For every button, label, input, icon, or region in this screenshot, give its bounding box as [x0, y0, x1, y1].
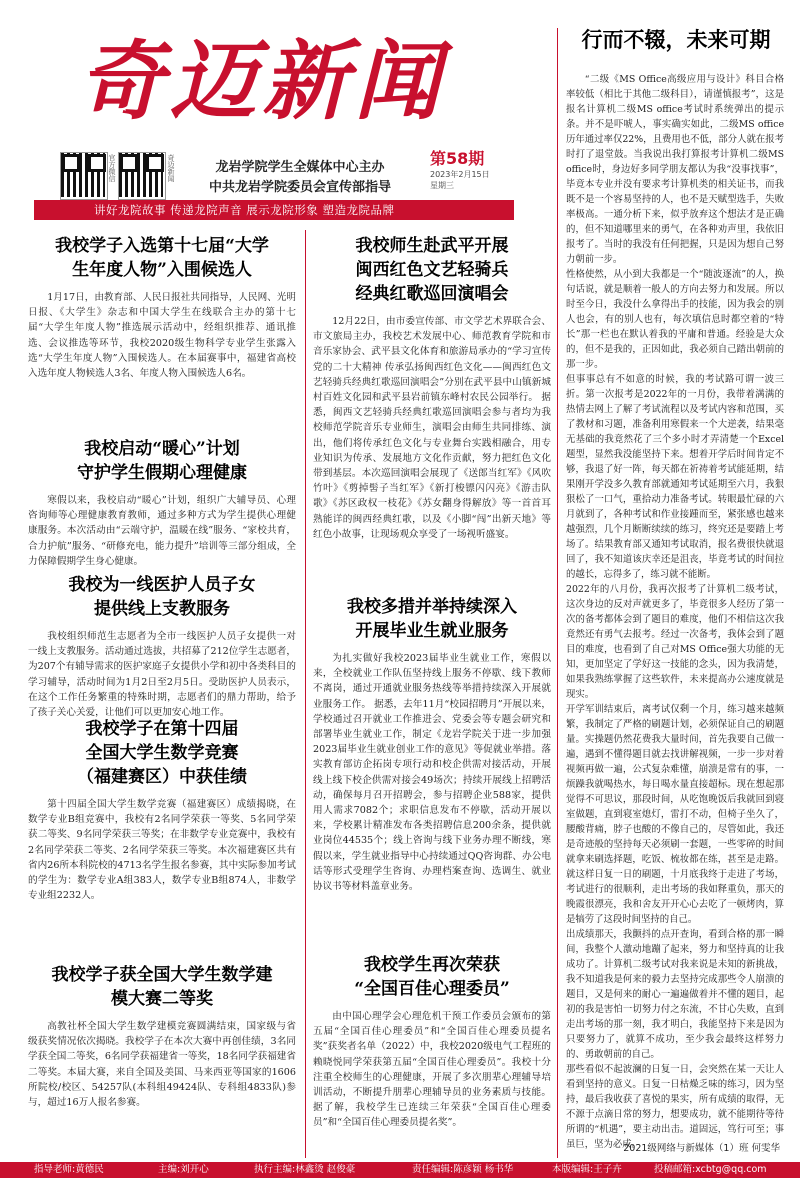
- footer-advisor: 指导老师:黄德民: [34, 1164, 104, 1175]
- host-line-2: 中共龙岩学院委员会宣传部指导: [208, 180, 391, 195]
- article-body: 由中国心理学会心理危机干预工作委员会颁布的第五届“全国百佳心理委员”和“全国百佳心理委员提名奖”获奖者名单（2022）中，我校2020级电气工程班的赖晓悦同学荣获第五届“全国百佳心理委员”。我校十分注重全校师生的心理健康，开展了多次朋辈心理辅导培训活动，不断提升朋辈心理辅导员的业务素质与技能。据了解，我校学生已连续三年荣获“全国百佳心理委员”和“全国百佳心理委员提名奖”。: [313, 1011, 551, 1129]
- article-body: 我校组织师范生志愿者为全市一线医护人员子女提供一对一线上支教服务。活动通过选拔，共招募了212位学生志愿者，为207个有辅导需求的医护家庭子女提供小学和初中各类科目的学习辅导，活动时间为1月2日至2月5日。受助医护人员表示，在这个工作任务繁重的特殊时期，志愿者们的鼎力帮助，给予了孩子关心关爱，让他们可以更加安心地工作。: [28, 631, 296, 719]
- footer-email[interactable]: 投稿邮箱:xcbtg@qq.com: [654, 1164, 767, 1175]
- article-headline: 我校多措并举持续深入 开展毕业生就业服务: [347, 597, 517, 641]
- footer-layout-editor: 本版编辑:王子卉: [552, 1164, 622, 1175]
- column-divider: [557, 28, 558, 1158]
- issue-number: 第58期: [430, 149, 485, 168]
- article-headline: 我校学子在第十四届 全国大学生数学竞赛 （福建赛区）中获佳绩: [77, 719, 247, 787]
- slogan-bar: 讲好龙院故事 传递龙院声音 展示龙院形象 塑造龙院品牌: [34, 200, 514, 220]
- issue-weekday: 星期三: [430, 181, 454, 190]
- article-headline: 我校启动“暖心”计划 守护学生假期心理健康: [77, 439, 247, 483]
- article-headline: 我校为一线医护人员子女 提供线上支教服务: [68, 575, 256, 619]
- article-7: [313, 595, 551, 941]
- article-headline: 我校师生赴武平开展 闽西红色文艺轻骑兵 经典红歌巡回演唱会: [355, 236, 509, 304]
- footer-resp-editor: 责任编辑:陈彦颖 杨书华: [412, 1164, 514, 1175]
- article-4: [28, 717, 296, 902]
- footer-bar: [0, 1162, 800, 1178]
- article-5: [28, 963, 296, 1129]
- article-8: [313, 953, 551, 1151]
- essay-byline: 2021级网络与新媒体（1）班 何雯华: [623, 1143, 780, 1154]
- article-body: 寒假以来，我校启动“暖心”计划，组织广大辅导员、心理咨询师等心理健康教育教师，通过多种方式为学生提供心理健康服务。本次活动由“云端守护，温暖在线”服务、“家校共育，合力护航”服务、“研修充电，能力提升”培训等三部分组成，全力保障假期学生身心健康。: [28, 495, 296, 567]
- essay-body: “二级《MS Office高级应用与设计》科目合格率较低（相比于其他二级科目），请谨慎报考”，这是报名计算机二级MS office考试时系统弹出的提示条。并不是吓唬人，事实确实如此，二级MS office历年通过率仅22%，且费用也不低，部分人就在报考时打了退堂鼓。当我说出我打算报考计算机二级MS office时，身边好多同学朋友都认为我“没事找事”，毕竟本专业并没有要求考计算机类的相关证书，而我既不是一个容易坚持的人，也不是天赋型选手，失败率极高。一通分析下来，似乎放弃这个想法才是正确的，但不知道哪里来的勇气，在各种劝声里，我依旧报考了。当时的我没有任何把握，只是因为想自己努力朝前一步。 性格使然，从小到大我都是一个“随波逐流”的人，换句话说，就是顺着一般人的方向去努力和发展。所以时至今日，我没什么拿得出手的技能，因为我会的别人也会，有的别人也有，每次填信息时都空着的“特长”那一栏也在默认着我的平庸和普通。经验是大众的，但不是我的，正因如此，我必须自己踏出朝前的那一步。 但事事总有不如意的时候，我的考试路可谓一波三折。第一次报考是2022年的一月份，我带着满满的热情去网上了解了考试流程以及考试内容和范围，买了教材和习题，准备利用寒假来一个大逆袭，结果毫无基础的我竟然花了三个多小时才弄清楚一个Excel题型，显然我没能坚持下来。想着开学后时间肯定不够，我退了好一阵，每天都在祈祷着考试能延期，结果刚开学没多久教育部就通知考试延期至六月，我狠狠松了一口气，重拾动力准备考试。转眼最忙碌的六月就到了，各种考试和作业接踵而至，紧张感也越来越强烈，几个月断断续续的练习，终究还是要踏上考场了。结果教育部又通知考试取消，报名费很快就退回了，我不知道该庆幸还是沮丧，毕竟考试的时间拉的越长，忘得多了，练习就不能断。 2022年的八月份，我再次报考了计算机二级考试，这次身边的反对声就更多了，毕竟很多人经历了第一次的备考都体会到了题目的难度，他们不相信这次我竟然还有勇气去报考。经过一次备考，我体会到了题目的难度，也看到了自己对MS Office强大功能的无知，更加坚定了学好这一技能的念头，因为我清楚，如果我熟练掌握了这些软件，未来提高办公速度就是现实。 开学军训结束后，离考试仅剩一个月，练习越来越频繁，我制定了严格的刷题计划，必须保证自己的刷题量。实操题仍然花费我大量时间，首先我要自己做一遍，遇到不懂得题目就去找讲解视频，一步一步对着视频再做一遍，公式复杂难懂，崩溃是常有的事，一烦躁我就喝热水，每日喝水量直接超标。现在想起那觉得不可思议，那段时间，从吃饱晚饭后我就回到寝室做题，直到寝室熄灯，雷打不动，但椅子坐久了，腰酸背痛，脖子也酸的不像自己的，尽管如此，我还是奇迹般的坚持每天必须刷一套题，一些零碎的时间就拿来刷选择题，吃饭、梳妆都在练，甚至是走路。就这样日复一日的刷题，十月底我终于走进了考场，考试进行的很顺利，走出考场的我如释重负，那天的晚霞很漂亮，我和舍友开开心心去吃了一顿烤肉，算是犒劳了这段时间坚持的自己。 出成绩那天，我颤抖的点开查询，看到合格的那一瞬间，我整个人激动地蹦了起来，努力和坚持真的让我成功了。计算机二级考试对我来说是未知的新挑战，我不知道我是何来的毅力去坚持完成那些令人崩溃的题目，又是何来的耐心一遍遍做着并不懂的题目，起初的我是害怕一切努力付之东流，不甘心失败，直到走出考场的那一刻，我才明白，我能坚持下来是因为只要努力了，就算不成功，至少我会最终这样努力的、勇敢朝前的自己。 那些看似不起波澜的日复一日，会突然在某一天让人看到坚持的意义。日复一日枯燥乏味的练习，因为坚持，最后我收获了喜悦的果实，所有成绩的取得，无不源于点滴日常的努力，想要成功，就不能期待等待所谓的“机遇”，要主动出击。道固远，笃行可至；事虽巨，坚为必成。: [566, 74, 784, 1150]
- issue-date: 2023年2月15日: [430, 170, 490, 179]
- masthead-title: 奇迈新闻: [78, 31, 446, 132]
- qr-code-icon: [118, 152, 166, 200]
- article-2: [28, 437, 296, 571]
- qr-code-wechat: [60, 152, 108, 200]
- qr-caption-2: 奇迈新闻: [167, 154, 175, 182]
- article-6: [313, 234, 551, 586]
- article-body: 高教社杯全国大学生数学建模竞赛圆满结束，国家级与省级获奖情况依次揭晓。我校学子在本次大赛中再创佳绩，3名同学获全国二等奖，6名同学获福建省一等奖，18名同学获福建省二等奖。本届大赛，来自全国及美国、马来西亚等国家的1606所院校/校区、54257队(本科组49424队、专科组4833队)参与，超过16万人报名参赛。: [28, 1021, 296, 1109]
- qr-code-news: [118, 152, 166, 200]
- column-divider: [305, 230, 306, 1158]
- article-headline: 我校学子入选第十七届“大学 生年度人物”入围候选人: [55, 236, 269, 280]
- article-body: 为扎实做好我校2023届毕业生就业工作，寒假以来，全校就业工作队伍坚持线上服务不停歇、线下教师不离岗，通过开通就业服务热线等举措持续深入开展就业服务工作。 据悉，去年11月“校园招聘月”开展以来，学校通过召开就业工作推进会、党委会等专题会研究和部署毕业生就业工作，制定《龙岩学院关于进一步加强2023届毕业生就业创业工作的意见》等促就业举措。落实教育部访企拓岗专项行动和校企供需对接活动，开展线上线下校企供需对接会49场次；持续开展线上招聘活动，确保每月召开招聘会，参与招聘企业588家，提供用人需求7082个；求职信息发布不停歇，活动开展以来，学校累计精准发布各类招聘信息200余条，提供就业岗位44535个；线上咨询与线下业务办理不断线，寒假以来，学生就业指导中心持续通过QQ咨询群、办公电话等形式受理学生咨询、办理档案查询、选调生、就业协议书等材料盖章业务。: [313, 653, 551, 893]
- qr-caption-1: 官方微信: [108, 154, 116, 182]
- qr-code-icon: [60, 152, 108, 200]
- host-line-1: 龙岩学院学生全媒体中心主办: [215, 160, 385, 175]
- article-1: [28, 234, 296, 380]
- article-body: 12月22日，由市委宣传部、市文学艺术界联合会、市文旅局主办，我校艺术发展中心、师范教育学院和市音乐家协会、武平县文化体育和旅游局承办的“学习宣传党的二十大精神 传承弘扬闽西红色文化——闽西红色文艺轻骑兵经典红歌巡回演唱会”分别在武平县中山镇新城村百姓文化园和武平县岩前镇东峰村农民公园举行。 据悉，闽西文艺轻骑兵经典红歌巡回演唱会参与者均为我校师范学院音乐专业师生，演唱会由师生共同排练、演出，他们将传承红色文化与专业舞台实践相融合，用专业知识为传承、发展地方文化作贡献，努力把红色文化带到基层。本次巡回演唱会展现了《送郎当红军》《风吹竹叶》《剪掉髻子当红军》《新打梭镖闪闪亮》《游击队歌》《苏区政权一枝花》《苏女翻身得解放》等一首首耳熟能详的闽西经典红歌，以及《小脚“闯”出新天地》等红色小故事，让现场观众享受了一场视听盛宴。: [313, 316, 551, 540]
- issue-info: [430, 146, 495, 196]
- essay-title: 行而不辍，未来可期: [581, 27, 771, 52]
- footer-exec-editor: 执行主编:林鑫烫 赵俊豪: [254, 1164, 356, 1175]
- article-body: 第十四届全国大学生数学竞赛（福建赛区）成绩揭晓，在数学专业B组竞赛中，我校有2名同学荣获一等奖、5名同学荣获二等奖、9名同学荣获三等奖；在非数学专业竞赛中，我校有2名同学荣获二等奖、2名同学荣获三等奖。本次福建赛区共有省内26所本科院校的4713名学生报名参赛，其中实际参加考试的学生为：数学专业A组383人，数学专业B组874人，非数学专业组2232人。: [28, 799, 296, 902]
- article-headline: 我校学生再次荣获 “全国百佳心理委员”: [354, 955, 510, 999]
- article-body: 1月17日，由教育部、人民日报社共同指导，人民网、光明日报、《大学生》杂志和中国大学生在线联合主办的第十七届“大学生年度人物”推选展示活动中，经组织推荐、通讯推选、会议推选等环节，我校2020级生物科学专业学生张露入选“大学生年度人物”入围候选人。在本届赛事中，福建省高校入选年度人物候选人3名、年度人物入围候选人6名。: [28, 292, 296, 380]
- footer-chief-editor: 主编:刘开心: [158, 1164, 209, 1175]
- article-headline: 我校学子获全国大学生数学建 模大赛二等奖: [51, 965, 273, 1009]
